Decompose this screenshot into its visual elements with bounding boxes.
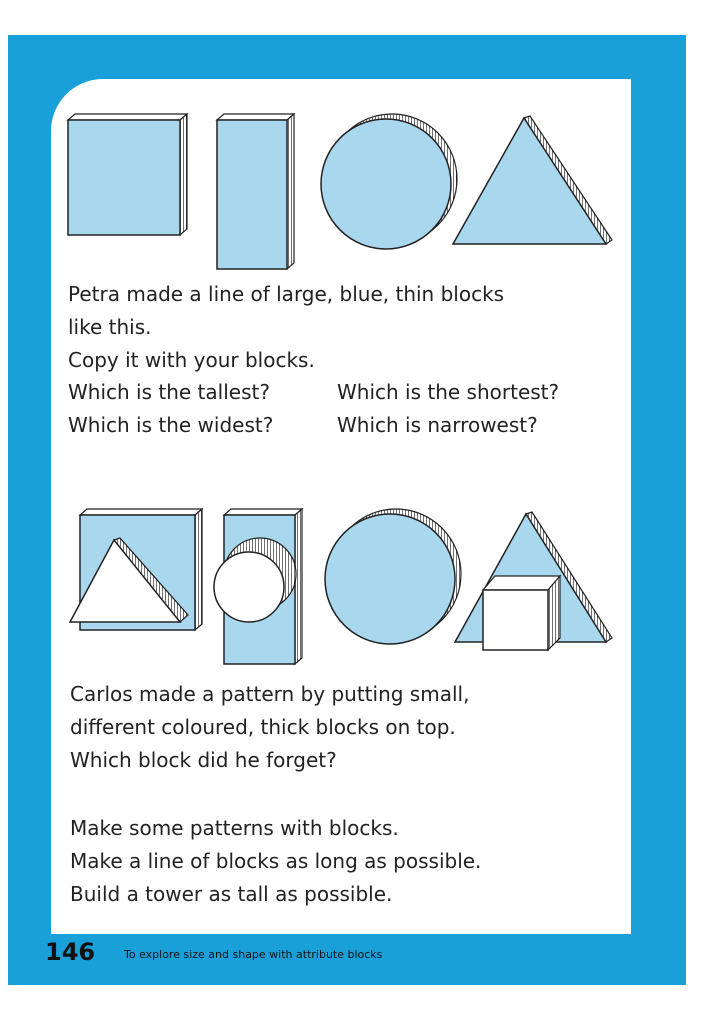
- section1-line: like this.: [68, 315, 152, 339]
- large-triangle-block: [453, 116, 612, 244]
- question-tallest: Which is the tallest?: [68, 380, 270, 404]
- large-rectangle-block: [217, 114, 294, 269]
- question-shortest: Which is the shortest?: [337, 380, 560, 404]
- section1-line: Copy it with your blocks.: [68, 348, 315, 372]
- section3-text: [70, 812, 481, 911]
- section3-line: Make some patterns with blocks.: [70, 816, 399, 840]
- page-number: 146: [45, 938, 96, 966]
- question-narrowest: Which is narrowest?: [337, 413, 538, 437]
- section2-text: [70, 678, 469, 777]
- large-square-block: [68, 114, 187, 235]
- large-circle-block: [321, 114, 457, 249]
- section1-text: [68, 278, 504, 377]
- question-widest: Which is the widest?: [68, 413, 274, 437]
- section3-line: Make a line of blocks as long as possible.: [70, 849, 482, 873]
- section2-line: Carlos made a pattern by putting small,: [70, 682, 470, 706]
- circle-block-plain: [325, 509, 461, 644]
- section3-line: Build a tower as tall as possible.: [70, 882, 393, 906]
- triangle-with-square: [455, 512, 612, 650]
- rectangle-with-circle: [214, 509, 302, 664]
- section2-line: Which block did he forget?: [70, 748, 337, 772]
- section2-line: different coloured, thick blocks on top.: [70, 715, 456, 739]
- footer-caption: To explore size and shape with attribute blocks: [124, 948, 383, 961]
- square-with-triangle: [70, 509, 202, 630]
- section1-line: Petra made a line of large, blue, thin blocks: [68, 282, 505, 306]
